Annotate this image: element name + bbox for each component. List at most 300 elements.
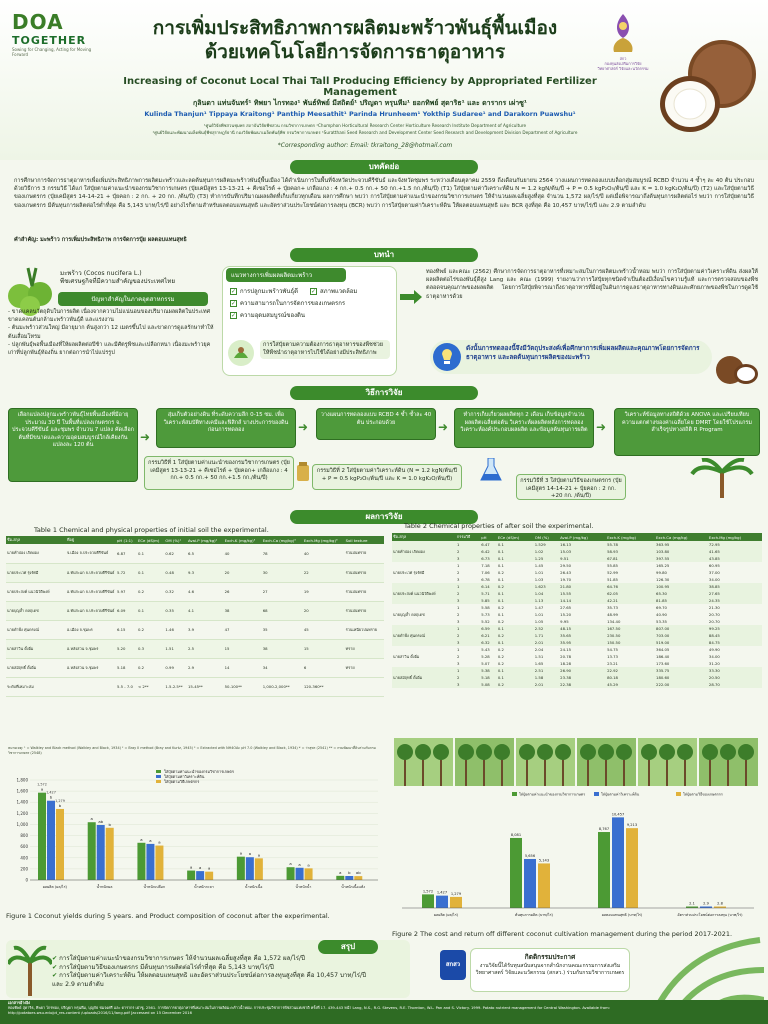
doa-logo-text: DOA [12,10,64,34]
legend-label: ใส่ปุ๋ยตามวิธีของเกษตรกร [683,792,723,797]
table2-cell: 7.06 [481,569,490,575]
data-label: 1,427 [46,790,56,795]
bar [436,896,448,908]
check-icon: ✓ [231,288,237,295]
table2-row [392,674,762,681]
data-label: 8,081 [510,832,522,837]
table1-row [6,639,384,658]
objective-text: ดังนั้นการทดลองนี้จึงมีวัตถุประสงค์เพื่อศึกษาการเพิ่มผลผลิตและคุณภาพโดยการจัดการธาตุอาหาร และลดต้นทุนการผลิตของมะพร้าว [466,345,700,361]
table2-cell: 18.28 [560,660,572,666]
table1-header: ที่อยู่ [66,536,116,544]
table2-cell: 0.1 [497,597,534,604]
table1-row [6,601,384,620]
table2-cell: 5.73 [481,611,490,617]
table1-cell: 6.15 [116,620,137,639]
farmer-name-cell [392,555,456,562]
table1-cell: 1.46 [164,620,187,639]
data-label: 1,572 [37,782,47,787]
table2-cell: 2 [457,611,460,617]
table1-cell [345,677,384,696]
table2-cell: 1.529 [534,541,559,548]
treatment-1: กรรมวิธีที่ 1 ใส่ปุ๋ยตามค่าแนะนำของกรมวิชาการเกษตร (ปุ๋ยเคมีสูตร 13-13-21 + คีเซอไรต์ + ปุ๋ยคอก+ เกลือแกง : 4 กก.+ 0.5 กก.+ 50 กก.+1.5 กก./ต้น/ปี) [144,456,294,490]
x-tick-label: ผลตอบแทนสุทธิ (บาท/ไร่) [601,913,643,917]
table2-cell: 6.73 [480,555,497,562]
table2-cell: 134.40 [607,618,621,624]
farmer-name-cell: นายดำพึง ศุนดรงณ์ [6,620,66,639]
table2-cell: 1.02 [534,548,559,555]
method-step-1: เลือกแปลงปลูกมะพร้าวพันธุ์ไทยพื้นเมืองที่มีอายุประมาณ 30 ปี ในพื้นที่แปลงเกษตรกร จ. ประจวบคีรีขันธ์ และชุมพร จำนวน 7 แปลง คัดเลือกต้นที่มีขนาดและความอุดมสมบูรณ์ใกล้เคียงกัน แปลงละ 120 ต้น [8,408,138,482]
table1-cell: 19 [303,582,345,601]
table2-cell: 31.20 [708,660,720,666]
check-icon: ✓ [231,300,237,307]
table2-cell: 21.80 [559,583,606,590]
plantation-photos [394,738,760,786]
table2-cell: 20.70 [708,618,720,624]
problem-item: - ขาดแคลนวัตถุดิบในการผลิต เนื่องจากความไม่แน่นอนของปริมาณผลผลิตในประเทศ ขาดแคลนต้นกล้ามะพร้าวพันธุ์ดี และแรงงาน [8,309,211,324]
bar-letter-label: a [207,865,211,871]
table2-cell: 1 [457,562,460,568]
table2-header: กรรมวิธี [456,533,480,541]
table2-caption: Table 2 Chemical properties of after soil the experimental. [404,522,594,530]
table2-cell: 3 [457,660,460,666]
table2-row [392,555,762,562]
bar-letter-label: ab [98,819,104,824]
table1-header: Exch.K (mg/kg)³ [224,536,262,544]
table2-cell: 0.2 [497,604,504,610]
table1-cell: อ.ทับสะแก จ.ประจวบคีรีขันธ์ [66,601,116,620]
bar-letter-label: a [189,864,193,870]
bar-letter-label: a [257,852,261,858]
references-body: ทองทิพย์ สุดาริธ, ทิพยา ไกรทอง, ปริญดา หรุนหีม, บุญกัธ ชมจงศรี และ ดารากร เผ่าซู. 2561. การจัดการธาตุอาหารที่เหมาะสมในการผลิตมะพร้าวน้ำหอม. การประชุมวิชาการพืชสวนแห่งชาติ ครั้งที่ 17. 439-443 หน้า Lang, N.S., R.G. Stevens, R.E. Thornton, W.L. Pan and S. Victory. 1999. Potato nutrient management for Central Washington. Available from: http://potatoes.wsu.edu/pt_res-content /uploads/2016/11/lang.pdf [accessed on 15 December 2016 [8,1006,610,1016]
table2-cell: 6.42 [480,548,497,555]
table2-cell: 3 [456,639,480,646]
arrow-right-icon: ➜ [438,420,449,434]
table2-cell: 33.30 [708,667,762,674]
farmer-name-cell: นายสาวิน ตั้งอิ่ม [6,639,66,658]
table1-cell: 26 [224,582,262,601]
table2-cell: 41.65 [708,548,762,555]
table1-header: pH (1:1) [116,536,137,544]
data-label: 5,656 [524,853,536,858]
authors-thai: กุลินดา แท่นจันทร์¹ ทิพยา ไกรทอง¹ พันธ์ทิพย์ มีสถิตย์¹ ปริญดา หรุนหีม¹ ยอกทิพย์ สุดาริธ¹ และ ดารากร เผ่าซู¹ [193,99,527,107]
table2-cell: 1.01 [534,611,544,617]
conclusion-heading: สรุป [318,940,378,954]
figure1-caption: Figure 1 Coconut yields during 5 years. and Product composition of coconut after the experimental. [6,912,330,920]
affiliation-2: ¹ศูนย์วิจัยและพัฒนาเมล็ดพันธุ์พืชสุราษฎร์ธานี กองวิจัยพัฒนาเมล็ดพันธุ์พืช กรมวิชาการเกษตร ¹Suratthani Seed Research and Development Center Seed Research and Development Division Department of Agriculture [152,130,578,135]
bar-letter-label: a [198,865,202,871]
conclusion-item: ✔ การใส่ปุ๋ยตามวิธีของเกษตรกร มีต้นทุนการผลิตต่อไร่ต่ำที่สุด คือ 5,143 บาท/ไร่/ปี [52,963,274,971]
bar [246,857,254,880]
legend-swatch [676,792,681,796]
table1-cell: ทราย [345,658,384,677]
coconut-illustration-icon [650,28,760,138]
table2-cell: 1 [456,583,480,590]
table2-cell: 69.70 [656,604,667,610]
x-tick-label: น้ำหนักกะลา [194,885,214,889]
table2-cell: 1 [457,646,460,652]
y-tick-label: 400 [20,855,28,861]
doa-logo-subtext: TOGETHER [12,34,87,47]
table2-cell: 52.99 [607,569,618,575]
table2-cell: 1.05 [534,618,544,624]
table1-cell: 0.99 [164,658,187,677]
bar-letter-label: ab [355,870,361,876]
farmer-name-cell: นายประเวศ รุ่งรัศมี [393,569,425,575]
table1-header: Exch.Mg (mg/kg)³ [303,536,345,544]
table2-cell: 807.00 [655,625,708,632]
table1-row [6,544,384,563]
table1-header: Avai.P (mg/kg)² [187,536,224,544]
table2-cell: 84.75 [708,639,762,646]
data-label: 8,767 [598,827,610,832]
table2-cell: 5.43 [481,646,490,652]
legend-swatch [156,775,161,778]
conclusion-list [52,955,372,989]
table1-cell: 40 [224,544,262,563]
bar-letter-label: a [40,786,44,792]
guideline-item: ✓ การปลูกมะพร้าวพันธุ์ดี [231,288,299,295]
table2-cell: 0.2 [497,632,534,639]
table2-cell: 1 [456,667,480,674]
table2-cell: 54.75 [607,646,618,652]
table2-cell: 35.73 [607,604,618,610]
table1-cell: 50-100** [224,677,262,696]
table2-cell: 23.38 [559,674,606,681]
table1-cell: 0.2 [137,620,164,639]
arrow-right-icon: ➜ [140,430,151,444]
y-tick-label: 200 [20,866,28,872]
farmer-name-cell [392,639,456,646]
table2-cell: 58.93 [606,548,655,555]
table2-cell: 2.01 [534,639,559,646]
bar-letter-label: a [248,851,252,857]
conclusion-item: ✔ การใส่ปุ๋ยตามค่าแนะนำของกรมวิชาการเกษตร ให้จำนวนผลเฉลี่ยสูงที่สุด คือ 1,572 ผล/ไร่/ปี [52,955,305,962]
plantation-photo [699,738,758,786]
table1-header: Exch.Ca (mg/kg)³ [262,536,303,544]
table1-cell: 5.5 - 7.0 [116,677,137,696]
table2-cell: 20.70 [708,611,720,617]
table1-row [6,658,384,677]
check-icon: ✔ [52,972,60,979]
table2-cell: 24.15 [560,646,572,652]
plantation-photo [394,738,453,786]
table1-cell: อ.หลังสวน จ.ชุมพร [66,658,116,677]
table1-cell: 6.87 [116,544,137,563]
table2-cell: 3 [457,576,460,582]
table2-cell: 0.1 [497,625,534,632]
table2-cell: 0.1 [497,576,504,582]
table1-cell: 1.51 [164,639,187,658]
method-step-3: วางแผนการทดลองแบบ RCBD 4 ซ้ำ ซ้ำละ 40 ต้น ประกอบด้วย [316,408,436,440]
legend-label: ใส่ปุ๋ยตามวิธีเกษตรกร [164,779,200,784]
table2-cell: 37.00 [708,569,720,575]
legend-swatch [156,780,161,783]
bar [538,863,550,908]
table1-header-row [6,536,384,544]
table2-row [392,590,762,597]
data-label: 1,279 [55,798,65,803]
acknowledgement-title: กิตติกรรมประกาศ [524,953,576,961]
table2-cell: 60.95 [708,562,720,568]
table1-cell: 1.5-2.5** [164,677,187,696]
table2-cell: 43.85 [708,555,762,562]
method-step-5: วิเคราะห์ข้อมูลทางสถิติด้วย ANOVA และเปรียบเทียบความแตกต่างของค่าเฉลี่ยโดย DMRT โดยใช้โปรแกรมสำเร็จรูปทางสถิติ R Program [614,408,760,456]
bar [510,838,522,908]
bar [296,868,304,880]
problem-title: ปัญหาสำคัญในภาคอุตสาหกรรม [58,292,208,306]
table2-cell: 88.45 [708,632,762,639]
bar [106,828,114,880]
table2-cell: 38.85 [708,583,762,590]
bar [612,817,624,908]
table2-cell: 0.1 [497,667,534,674]
bar [422,894,434,908]
table1-cell: 2.9 [187,658,224,677]
data-label: 2.8 [717,901,723,906]
x-tick-label: น้ำหนักเนื้อแห้ง [341,885,366,889]
farmer-name-cell [392,576,456,583]
table2-cell: 6.21 [480,632,497,639]
abstract-keywords: คำสำคัญ: มะพร้าว การเพิ่มประสิทธิภาพ การจัดการปุ๋ย ผลตอบแทนสุทธิ [14,237,187,243]
table2-cell: 1.25 [534,555,559,562]
abstract-body: การศึกษาการจัดการธาตุอาหารเพื่อเพิ่มประสิทธิภาพการผลิตมะพร้าวและลดต้นทุนการผลิตมะพร้าวพันธุ์พื้นเมือง ได้ดำเนินการในพื้นที่จังหวัดประจวบคีรีขันธ์ และจังหวัดชุมพร ระหว่างเดือนตุลาคม 2559 ถึงเดือนกันยายน 2564 วางแผนการทดลองแบบบล็อกสุ่มสมบูรณ์ RCBD จำนวน 4 ซ้ำๆ ละ 40 ต้น ประกอบด้วยวิธีการ 3 กรรมวิธี ได้แก่ ใส่ปุ๋ยตามค่าแนะนำของกรมวิชาการเกษตร (ปุ๋ยเคมีสูตร 13-13-21 + คีเซอไรต์ + ปุ๋ยคอก+ เกลือแกง : 4 กก.+ 0.5 กก.+ 50 กก.+1.5 กก./ต้น/ปี) (T1) ใส่ปุ๋ยตามค่าวิเคราะห์ดิน N = 1.2 kgN/ต้น/ปี + P = 0.5 kgP₂O₅/ต้น/ปี และ K = 1.0 kgK₂O/ต้น/ปี) (T2) และใส่ปุ๋ยตามวิธีของเกษตรกร (ปุ๋ยเคมีสูตร 14-14-21 + ปุ๋ยคอก : 2 กก. + 20 กก. /ต้น/ปี) (T3) ทำการบันทึกปริมาณผลผลิตที่เก็บเกี่ยวทุกเดือน ผลการศึกษา พบว่า การใส่ปุ๋ยตามค่าแนะนำของกรมวิชาการเกษตร ให้จำนวนผลเฉลี่ยสูงที่สุด จำนวน 1,572 ผล/ไร่/ปี แต่เมื่อพิจารณาถึงต้นทุนการผลิตต่อไร่ พบว่า การใส่ปุ๋ยตามวิธีของเกษตรกร มีต้นทุนการผลิตต่อไร่ต่ำที่สุด คือ 5,143 บาท/ไร่/ปี อย่างไรก็ตามสำหรับผลตอบแทนสุทธิ และอัตราส่วนประโยชน์ต่อการลงทุน (BCR) พบว่า การใส่ปุ๋ยตามค่าวิเคราะห์ดิน ให้ผลตอบแทนสุทธิ และ BCR สูงที่สุด คือ 10,457 บาท/ไร่/ปี และ 2.9 ตามลำดับ [14,178,754,209]
bar [205,872,213,880]
farmer-name-cell [392,583,456,590]
table2-cell: 6.59 [480,625,497,632]
y-tick-label: 1,600 [16,788,28,794]
stdi-logo: สกว กองทุนส่งเสริมการวิจัยวิทยาศาสตร์ วิจัยและนวัตกรรม [596,10,650,70]
table2-cell: 363.95 [655,541,708,548]
table2-cell: 62.05 [606,590,655,597]
data-label: 1,427 [436,890,448,895]
farmer-name-cell [392,618,456,625]
y-tick-label: 0 [25,877,28,883]
table1-cell: 5.20 [116,639,137,658]
table2-cell: 1.71 [534,632,559,639]
table2-cell: 165.25 [656,562,670,568]
x-tick-label: น้ำหนักเนื้อ [245,885,263,889]
table2-cell: 64.76 [606,583,655,590]
table2-cell: 150.50 [606,639,655,646]
treatment-2: กรรมวิธีที่ 2 ใส่ปุ๋ยตามค่าวิเคราะห์ดิน (N = 1.2 kgN/ต้น/ปี + P = 0.5 kgP₂O₅/ต้น/ปี และ K = 1.0 kgK₂O/ต้น/ปี) [312,464,462,490]
farmer-name-cell: นายสมัฤทธิ์ ตั้งอิ่ม [392,674,456,681]
table2-row [392,625,762,632]
legend-label: ใส่ปุ๋ยตามค่าวิเคราะห์ดิน [164,774,205,779]
table2-cell: 45.29 [606,681,655,688]
table2-cell: 180.60 [655,674,708,681]
bar [237,857,245,880]
x-tick-label: น้ำหนักผล [96,885,113,889]
table1-row [6,582,384,601]
table2-row [392,681,762,688]
table1-cell: ร่วนปนทราย [345,601,384,620]
legend-label: ใส่ปุ๋ยตามค่าแนะนำของกรมวิชาการเกษตร [519,792,586,797]
references-heading: เอกสารอ้างอิง [8,1001,31,1005]
table1-header: ชื่อ-สกุล [6,536,66,544]
table1-header: Soil texture [345,536,384,544]
table2-cell: 6.47 [480,541,497,548]
bar-letter-label: a [90,816,93,822]
table2-row [392,548,762,555]
table2-cell: 1.623 [534,583,559,590]
x-tick-label: อัตราส่วนประโยชน์ต่อการลงทุน (บาท/ไร่) [677,913,743,917]
table2-header: OM (%) [534,533,559,541]
table1-cell: 38 [262,639,303,658]
table2-cell: 14.14 [559,597,606,604]
table2-cell: 7.18 [481,562,490,568]
fertilizer-hand-icon [226,338,256,368]
table2-cell: 34.00 [708,576,720,582]
table1-standard-row [6,677,384,696]
table1-cell: 78 [262,544,303,563]
table2-row [392,632,762,639]
bar-letter-label: a [140,836,143,842]
check-icon: ✓ [231,312,237,319]
table1-cell: 0.1 [137,544,164,563]
table1-cell: 0.1 [137,563,164,582]
lightbulb-icon [432,342,462,372]
bar [56,809,64,880]
arrow-right-icon: ➜ [596,420,607,434]
table2-cell: 40.90 [656,611,667,617]
table2-cell: 3 [456,681,480,688]
table2-cell: 1 [456,625,480,632]
table2-header: pH [480,533,497,541]
table2-cell: 2.51 [534,667,559,674]
table2-row [392,660,762,667]
figure2-chart [392,790,760,928]
farmer-name-cell: นายประสงค์ แนวนิวัติพงษ์ [392,590,456,597]
table2-cell: 0.1 [497,555,534,562]
farmer-name-cell: นายบุญล้ำ ดลฤเดช [6,601,66,620]
table1-cell: 5.18 [116,658,137,677]
table2-cell: 16.13 [559,541,606,548]
bar-letter-label: a [298,861,301,867]
table2-header: Avai.P (mg/kg) [559,533,606,541]
table2-cell: 48.15 [559,625,606,632]
table1-cell: ร่วนปนทราย [345,563,384,582]
guideline-item: ✓ ความสามารถในการจัดการของเกษตรกร [231,300,346,307]
table1-cell: 6.5 [187,544,224,563]
table1-cell: อ.หลังสวน จ.ชุมพร [66,639,116,658]
table1-cell: 0.3 [137,639,164,658]
table1-cell: ร่วนเหนียวปนทราย [345,620,384,639]
table2-cell: 186.40 [656,653,670,659]
table1-cell: 3.9 [187,620,224,639]
bar-letter-label: a [158,839,161,845]
table2-row [392,639,762,646]
bar [97,825,105,880]
table1-cell: ทราย [345,639,384,658]
table1-header: OM (%)¹ [164,536,187,544]
table1-cell: 5.72 [116,563,137,582]
table1-cell: 0.2 [137,658,164,677]
table2-cell: 0.2 [497,618,504,624]
table2-cell: 5.71 [480,590,497,597]
bar [598,832,610,908]
check-icon: ✔ [52,963,60,971]
table2-cell: 1.01 [534,569,544,575]
table1-cell: 0.48 [164,563,187,582]
table1-cell: 6 [303,658,345,677]
table2-cell: 27.65 [708,590,762,597]
table1-cell: 20 [303,601,345,620]
legend-label: ใส่ปุ๋ยตามค่าแนะนำของกรมวิชาการเกษตร [164,769,234,774]
table2-cell: 173.60 [656,660,670,666]
bar [287,867,295,880]
table2-row [392,576,762,583]
table2-cell: 100.95 [655,583,708,590]
table1-cell: 4.6 [187,582,224,601]
table2-cell: 0.1 [497,562,504,568]
tsri-logo: สกสว [440,950,466,980]
farmer-name-cell [392,667,456,674]
table2-row [392,569,762,576]
table2-cell: 2 [457,569,460,575]
table2-cell: 335.75 [655,667,708,674]
bar [88,822,96,880]
table2-cell: 0.1 [497,674,534,681]
table2-cell: 34.00 [708,653,720,659]
table2-cell: 3 [457,618,460,624]
table1-cell: ร่วนปนทราย [345,544,384,563]
x-tick-label: น้ำหนักเปลือก [143,885,166,889]
table2-cell: 0.1 [497,548,534,555]
table2-cell: 5.07 [481,660,490,666]
lab-flask-icon [480,458,502,482]
bar [305,868,313,880]
table1-cell: 15-45** [187,677,224,696]
table2-cell: 9.51 [559,555,606,562]
table2-cell: 55.78 [606,541,655,548]
table2-cell: 67.81 [606,555,655,562]
table2-cell: 15.55 [559,590,606,597]
table2-cell: 0.1 [497,639,534,646]
farmer-name-cell [392,646,456,653]
table2-cell: 126.30 [656,576,670,582]
table2-cell: 53.35 [656,618,667,624]
farmer-name-cell [392,562,456,569]
table2-row [392,611,762,618]
table1-cell: 30 [262,563,303,582]
table1-cell: จ.เมือง จ.ประจวบคีรีขันธ์ [66,544,116,563]
table2-cell: 2.04 [534,646,544,652]
table1-cell: 1,000-2,000** [262,677,303,696]
table2-header: Exch.Mg (mg/kg) [708,533,762,541]
conclusion-item: ✔ การใส่ปุ๋ยตามค่าวิเคราะห์ดิน ให้ผลตอบแทนสุทธิ และอัตราส่วนประโยชน์ต่อการลงทุนสูงที่สุด คือ 10,457 บาท/ไร่/ปี และ 2.9 ตามลำดับ [52,972,367,988]
y-tick-label: 800 [20,833,28,839]
stdi-emblem-icon [596,10,650,54]
table2-cell: 1.03 [534,576,544,582]
plantation-photo [638,738,697,786]
table2-cell: 22.92 [606,667,655,674]
table1-row [6,620,384,639]
method-step-4: ทำการเก็บเกี่ยวผลผลิตทุก 2 เดือน เก็บข้อมูลจำนวนผลผลิตเฉลี่ยต่อต้น วิเคราะห์ผลผลิตหลังการทดลอง วิเคราะห์องค์ประกอบผลผลิต และข้อมูลต้นทุนการผลิต [454,408,594,448]
plantation-photo [516,738,575,786]
table2-header: ECe (dS/m) [497,533,534,541]
table2-cell: 49.90 [708,646,720,652]
data-label: 9,213 [626,823,638,828]
fertilizer-bag-icon [296,462,310,482]
bar-letter-label: a [307,862,310,868]
table2-header: Exch.K (mg/kg) [606,533,655,541]
table2-row [392,618,762,625]
table2-cell: 51.85 [607,576,618,582]
table2-cell: 26.43 [560,569,572,575]
farmer-name-cell: นายคำปอง เกิดผอง [6,544,66,563]
bar-letter-label: a [149,837,152,843]
table1-cell: 14 [224,658,262,677]
